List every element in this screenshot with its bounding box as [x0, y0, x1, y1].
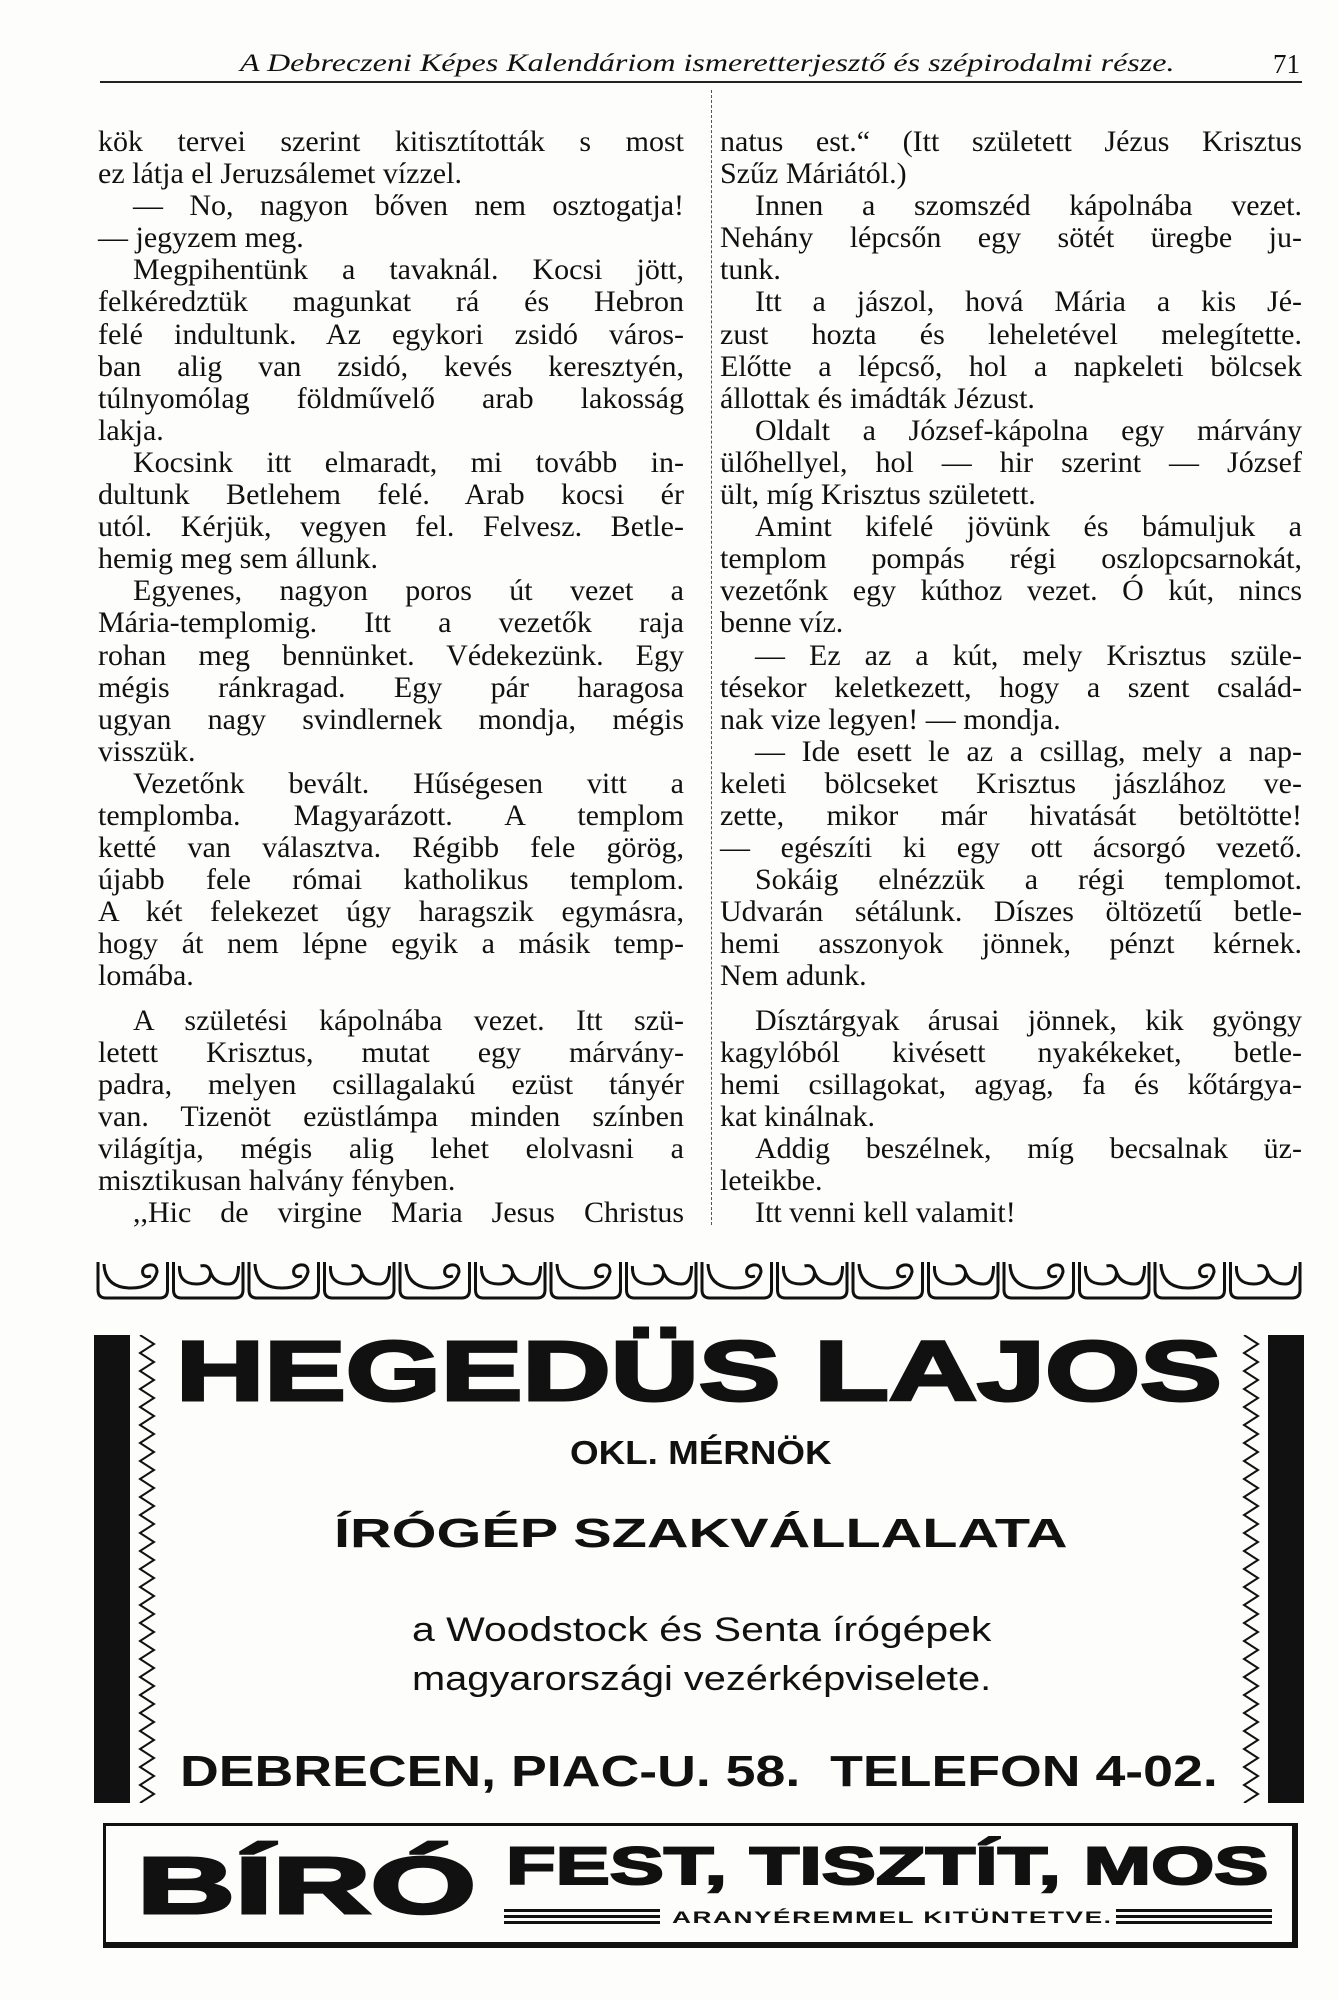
ornament-tile [1004, 1262, 1074, 1298]
text-line: hemi csillagokat, agyag, fa és kőtárgya- [720, 1067, 1302, 1101]
ornament-tile [1080, 1262, 1150, 1298]
text-line: ban alig van zsidó, kevés keresztyén, [98, 349, 684, 383]
text-line: felkéredztük magunkat rá és Hebron [98, 285, 684, 319]
ornament-tile [1231, 1262, 1301, 1298]
text-line: misztikusan halvány fényben. [98, 1164, 456, 1197]
text-line: A születési kápolnába vezet. Itt szü- [133, 1003, 684, 1037]
text-line: letett Krisztus, mutat egy márvány- [98, 1035, 684, 1069]
ornament-tile [98, 1262, 168, 1298]
text-line: hemi asszonyok jönnek, pénzt kérnek. [720, 927, 1302, 961]
ad-company-name: HEGEDÜS LAJOS [176, 1324, 1222, 1418]
text-line: ugyan nagy svindlernek mondja, mégis [98, 702, 684, 736]
text-line: Nehány lépcsőn egy sötét üregbe ju- [720, 221, 1302, 255]
text-line: Egyenes, nagyon poros út vezet a [133, 574, 684, 608]
text-line: zust hozta és leheletével melegítette. [720, 317, 1302, 351]
text-line: tésekor keletkezett, hogy a szent család- [720, 670, 1302, 704]
biro-services: FEST, TISZTÍT, MOS [506, 1837, 1269, 1896]
right-column [720, 126, 1302, 1229]
text-line: ült, míg Krisztus született. [720, 478, 1036, 512]
column-divider [711, 90, 712, 1225]
ornament-tile [778, 1262, 848, 1298]
ad-right-wavy-border [1236, 1335, 1266, 1803]
text-line: — jegyzem meg. [98, 221, 304, 255]
text-line: Nem adunk. [720, 959, 867, 993]
text-line: leteikbe. [720, 1164, 823, 1197]
ad-line-1: a Woodstock és Senta írógépek [412, 1611, 992, 1649]
text-line: Szűz Máriától.) [720, 157, 907, 191]
ad-business: ÍRÓGÉP SZAKVÁLLALATA [334, 1510, 1068, 1556]
text-line: Sokáig elnézzük a régi templomot. [755, 863, 1302, 897]
biro-name: BÍRÓ [137, 1841, 476, 1930]
ad-left-wavy-border [132, 1335, 162, 1803]
text-line: ,,Hic de virgine Maria Jesus Christus [133, 1196, 684, 1230]
text-line: újabb fele római katholikus templom. [98, 863, 684, 897]
text-line: templomba. Magyarázott. A templom [98, 798, 684, 832]
text-line: — Ez az a kút, mely Krisztus szüle- [755, 638, 1302, 672]
ad-right-bar [1268, 1335, 1304, 1803]
text-line: állottak és imádták Jézust. [720, 381, 1035, 415]
text-line: világítja, mégis alig lehet elolvasni a [98, 1131, 684, 1165]
text-line: — Ide esett le az a csillag, mely a nap- [755, 734, 1302, 768]
text-line: Itt venni kell valamit! [755, 1196, 1016, 1230]
text-line: kök tervei szerint kitisztították s most [98, 125, 684, 158]
text-line: kat kinálnak. [720, 1099, 875, 1133]
text-line: lomába. [98, 959, 194, 993]
ornament-tile [476, 1262, 546, 1298]
ad-left-bar [94, 1335, 130, 1803]
ornament-tile [627, 1262, 697, 1298]
ornament-tile [1155, 1262, 1225, 1298]
text-line: rohan meg bennünket. Védekezünk. Egy [98, 638, 684, 672]
text-line: felé indultunk. Az egykori zsidó város- [98, 317, 684, 351]
ornament-tile [853, 1262, 923, 1298]
text-line: tunk. [720, 253, 781, 287]
text-line: vezetőnk egy kúthoz vezet. Ó kút, nincs [720, 574, 1302, 608]
ornament-tile [325, 1262, 395, 1298]
text-line: mégis ránkragad. Egy pár haragosa [98, 670, 684, 704]
ornament-tile [400, 1262, 470, 1298]
ad-address: DEBRECEN, PIAC-U. 58. TELEFON 4-02. [180, 1747, 1218, 1796]
text-line: lakja. [98, 413, 164, 447]
page-number: 71 [1273, 49, 1300, 79]
text-line: hogy át nem lépne egyik a másik temp- [98, 927, 684, 961]
text-line: túlnyomólag földművelő arab lakosság [98, 381, 684, 415]
text-line: Kocsink itt elmaradt, mi tovább in- [133, 445, 684, 479]
ad-title: OKL. MÉRNÖK [570, 1434, 832, 1471]
text-line: Amint kifelé jövünk és bámuljuk a [755, 510, 1302, 544]
text-line: — egészíti ki egy ott ácsorgó vezető. [720, 831, 1302, 865]
text-line: Mária-templomig. Itt a vezetők raja [98, 606, 684, 640]
text-line: visszük. [98, 734, 196, 768]
text-line: Addig beszélnek, míg becsalnak üz- [755, 1131, 1302, 1165]
text-line: Innen a szomszéd kápolnába vezet. [755, 189, 1302, 223]
text-line: Dísztárgyak árusai jönnek, kik gyöngy [755, 1003, 1302, 1037]
text-line: dultunk Betlehem felé. Arab kocsi ér [98, 478, 684, 512]
text-line: Vezetőnk bevált. Hűségesen vitt a [133, 766, 684, 800]
header-rule [100, 81, 1302, 83]
ornament-tile [174, 1262, 244, 1298]
ornament-tile [249, 1262, 319, 1298]
text-line: zette, mikor már hivatását betöltötte! [720, 798, 1302, 832]
text-line: kagylóból kivésett nyakékeket, betle- [720, 1035, 1302, 1069]
text-line: keleti bölcseket Krisztus jászlához ve- [720, 766, 1302, 800]
text-line: ülőhellyel, hol — hir szerint — József [720, 445, 1302, 479]
award-rule-left [504, 1909, 660, 1924]
text-line: natus est.“ (Itt született Jézus Krisztus [720, 125, 1302, 158]
text-line: Oldalt a József-kápolna egy márvány [755, 413, 1302, 447]
text-line: Megpihentünk a tavaknál. Kocsi jött, [133, 253, 684, 287]
text-line: nak vize legyen! — mondja. [720, 702, 1061, 736]
award-rule-right [1116, 1909, 1272, 1924]
left-column [98, 126, 684, 1229]
text-line: ketté van választva. Régibb fele görög, [98, 831, 684, 865]
text-line: Itt a jászol, hová Mária a kis Jé- [755, 285, 1302, 319]
text-line: benne víz. [720, 606, 844, 640]
biro-award: ARANYÉREMMEL KITÜNTETVE. [672, 1908, 1113, 1927]
text-line: van. Tizenöt ezüstlámpa minden színben [98, 1099, 684, 1133]
ornamental-border [95, 1258, 1303, 1302]
text-line: utól. Kérjük, vegyen fel. Felvesz. Betle- [98, 510, 684, 544]
ad-line-2: magyarországi vezérképviselete. [412, 1660, 992, 1698]
text-line: Udvarán sétálunk. Díszes öltözetű betle- [720, 895, 1302, 929]
text-line: — No, nagyon bőven nem osztogatja! [133, 189, 684, 223]
text-line: ez látja el Jeruzsálemet vízzel. [98, 157, 462, 191]
text-line: hemig meg sem állunk. [98, 542, 378, 576]
ornament-tile [551, 1262, 621, 1298]
text-line: templom pompás régi oszlopcsarnokát, [720, 542, 1302, 576]
ornament-tile [929, 1262, 999, 1298]
text-line: Előtte a lépcső, hol a napkeleti bölcsek [720, 349, 1302, 383]
text-line: padra, melyen csillagalakú ezüst tányér [98, 1067, 684, 1101]
running-title: A Debreczeni Képes Kalendáriom ismeretterjesztő és szépirodalmi része. [240, 50, 1175, 77]
text-line: A két felekezet úgy haragszik egymásra, [98, 895, 684, 929]
ornament-tile [702, 1262, 772, 1298]
